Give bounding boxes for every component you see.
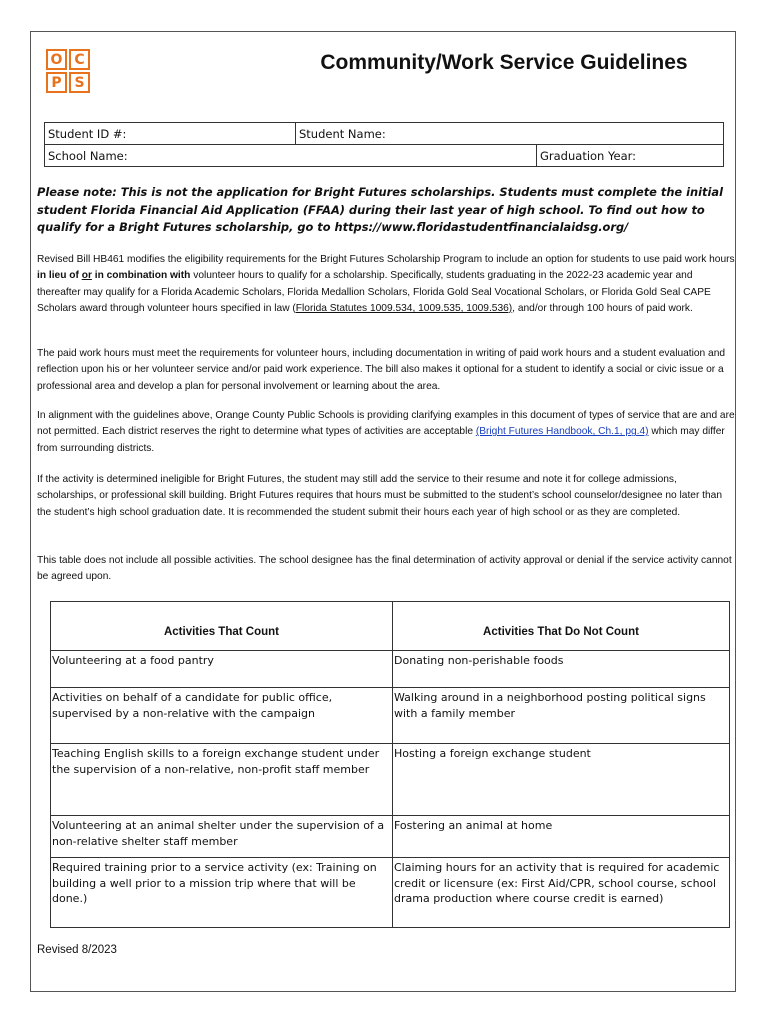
paragraph-ineligible: If the activity is determined ineligible for Bright Futures, the student may still add the service to their resume and note it for college admissions, scholarships, or professional skill building. Bright Futures requires that hours must be submitted to the student’s school counselor/designee no later than the student’s high school graduation date. It is recommended the student submit their hours each year of high school or as they are completed. — [37, 474, 723, 518]
header-not-count: Activities That Do Not Count — [393, 602, 730, 651]
count-cell: Volunteering at a food pantry — [51, 651, 393, 688]
paragraph-paid-work: The paid work hours must meet the requirements for volunteer hours, including documentation in writing of paid work hours and a student evaluation and reflection upon his or her volunteer service and/or paid work experience. The bill also makes it optional for a student to identify a social or civic issue or a professional area and develop a plan for personal involvement or learning about the area. — [37, 348, 726, 392]
text: volunteer hours to qualify for a scholarship. Specifically, students graduating in the 2022-23 academic year and thereafter may qualify for a Florida Academic Scholars, Florida Medallion Scholars, Florida Gold Seal Vocational Scholars, or Florida Gold Seal CAPE Scholars award through volunteer hours specified in law ( — [37, 270, 711, 314]
school-name-field[interactable]: School Name: — [45, 145, 537, 167]
student-id-field[interactable]: Student ID #: — [45, 123, 296, 145]
student-name-field[interactable]: Student Name: — [296, 123, 724, 145]
text: In alignment with the guidelines above, Orange County Public Schools is providing clarifying examples in this document of types of service that are and are not permitted. Each district reserves the right to determine what types of activities are acceptable — [37, 410, 735, 438]
paragraph-alignment — [37, 408, 735, 457]
student-info-table — [44, 122, 724, 167]
text-bold: in combination with — [91, 270, 191, 282]
not-count-cell: Hosting a foreign exchange student — [393, 744, 730, 816]
count-cell: Volunteering at an animal shelter under the supervision of a non-relative shelter staff member — [51, 816, 393, 858]
application-note: Please note: This is not the application for Bright Futures scholarships. Students must complete the initial student Florida Financial Aid Application (FFAA) during their last year of high school. To find out how to qualify for a Bright Futures scholarship, go to https://www.floridastudentfinancialaidsg.org/ — [37, 185, 723, 234]
not-count-cell: Donating non-perishable foods — [393, 651, 730, 688]
text: which may differ from surrounding districts. — [37, 426, 725, 454]
text-bold: in lieu of — [37, 270, 82, 282]
table-row — [51, 688, 730, 744]
not-count-cell: Walking around in a neighborhood posting political signs with a family member — [393, 688, 730, 744]
text: Revised Bill HB461 modifies the eligibility requirements for the Bright Futures Scholarship Program to include an option for students to use paid work hours — [37, 254, 735, 265]
logo-letter: P — [46, 72, 67, 93]
header-count: Activities That Count — [51, 602, 393, 651]
graduation-year-field[interactable]: Graduation Year: — [537, 145, 724, 167]
table-row — [51, 651, 730, 688]
ocps-logo — [46, 49, 92, 95]
count-cell: Activities on behalf of a candidate for public office, supervised by a non-relative with the campaign — [51, 688, 393, 744]
activities-table — [50, 601, 730, 928]
table-row — [51, 816, 730, 858]
statutes-link[interactable]: Florida Statutes 1009.534, 1009.535, 1009.536) — [295, 302, 513, 314]
document-title: Community/Work Service Guidelines — [320, 51, 688, 74]
table-row — [51, 744, 730, 816]
revision-date: Revised 8/2023 — [37, 944, 117, 956]
table-row — [51, 858, 730, 928]
paragraph-table-note: This table does not include all possible activities. The school designee has the final determination of activity approval or denial if the service activity cannot be agreed upon. — [37, 555, 732, 583]
not-count-cell: Fostering an animal at home — [393, 816, 730, 858]
logo-letter: S — [69, 72, 90, 93]
text-bold-underline: or — [81, 270, 92, 282]
logo-letter: C — [69, 49, 90, 70]
text: , and/or through 100 hours of paid work. — [512, 302, 693, 314]
count-cell: Teaching English skills to a foreign exchange student under the supervision of a non-relative, non-profit staff member — [51, 744, 393, 816]
handbook-link[interactable]: (Bright Futures Handbook, Ch.1, pg.4) — [475, 426, 649, 438]
logo-letter: O — [46, 49, 67, 70]
paragraph-hb461 — [37, 252, 735, 317]
count-cell: Required training prior to a service activity (ex: Training on building a well prior to a mission trip where that will be done.) — [51, 858, 393, 928]
not-count-cell: Claiming hours for an activity that is required for academic credit or licensure (ex: First Aid/CPR, school course, school drama production where course credit is earned) — [393, 858, 730, 928]
